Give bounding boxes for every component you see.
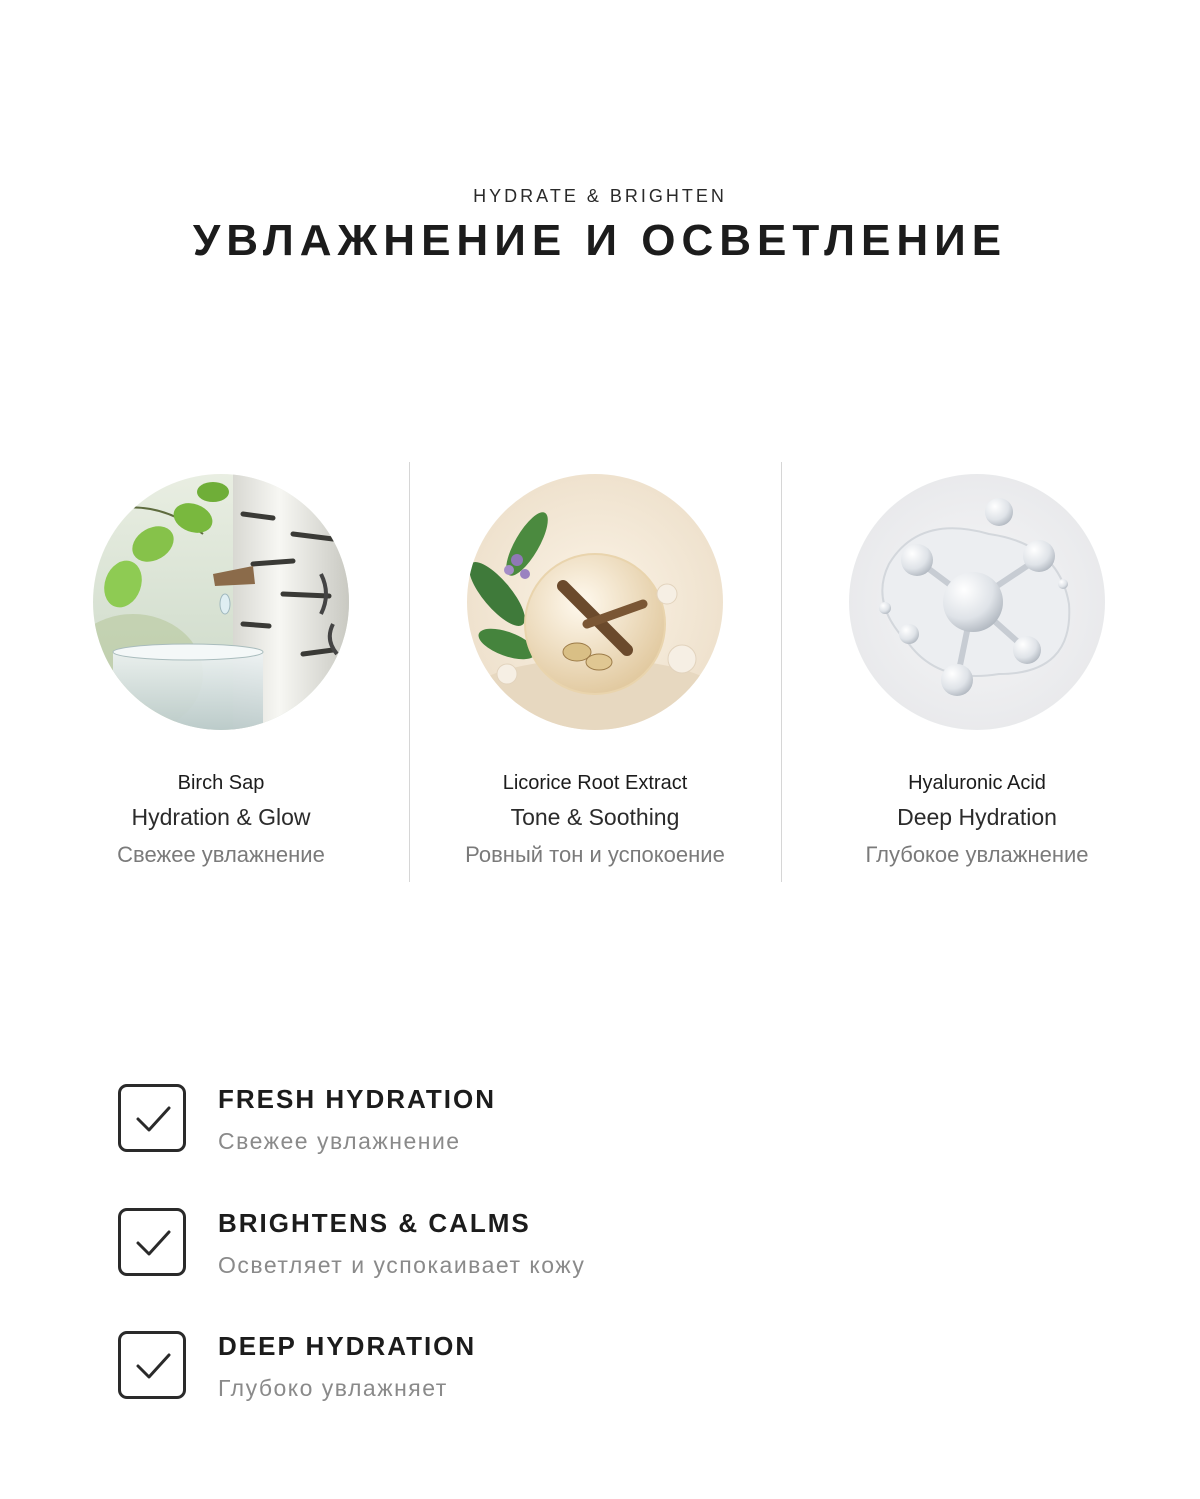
section-title: УВЛАЖНЕНИЕ И ОСВЕТЛЕНИЕ xyxy=(192,216,1008,265)
ingredients-row xyxy=(0,462,1200,884)
benefit-item xyxy=(114,1204,1014,1304)
benefit-title: FRESH HYDRATION xyxy=(218,1084,496,1114)
ingredient-card-hyaluronic xyxy=(787,462,1167,882)
benefit-subtitle: Свежее увлажнение xyxy=(218,1128,461,1154)
licorice-root-image xyxy=(467,474,723,730)
benefit-title: DEEP HYDRATION xyxy=(218,1331,477,1361)
ingredient-name: Hyaluronic Acid xyxy=(908,772,1046,794)
ingredient-name: Birch Sap xyxy=(177,772,265,794)
benefit-subtitle: Глубоко увлажняет xyxy=(218,1375,448,1401)
section-eyebrow: HYDRATE & BRIGHTEN xyxy=(473,186,727,206)
checkbox-check-icon xyxy=(118,1084,186,1152)
checkbox-check-icon xyxy=(118,1208,186,1276)
benefit-title: BRIGHTENS & CALMS xyxy=(218,1208,531,1238)
benefit-item xyxy=(114,1327,1014,1427)
ingredient-benefit-en: Tone & Soothing xyxy=(510,804,680,830)
ingredient-benefit-ru: Глубокое увлажнение xyxy=(865,842,1089,867)
hyaluronic-molecule-image xyxy=(849,474,1105,730)
ingredient-benefit-ru: Свежее увлажнение xyxy=(117,842,325,867)
ingredient-card-birch-sap xyxy=(31,462,411,882)
ingredient-benefit-en: Deep Hydration xyxy=(897,804,1057,830)
checkbox-check-icon xyxy=(118,1331,186,1399)
benefit-item xyxy=(114,1080,1014,1180)
ingredient-card-licorice xyxy=(405,462,785,882)
benefit-subtitle: Осветляет и успокаивает кожу xyxy=(218,1252,586,1278)
ingredient-benefit-ru: Ровный тон и успокоение xyxy=(465,842,725,867)
ingredient-benefit-en: Hydration & Glow xyxy=(131,804,311,830)
birch-tree-sap-image xyxy=(93,474,349,730)
ingredient-name: Licorice Root Extract xyxy=(502,772,688,794)
